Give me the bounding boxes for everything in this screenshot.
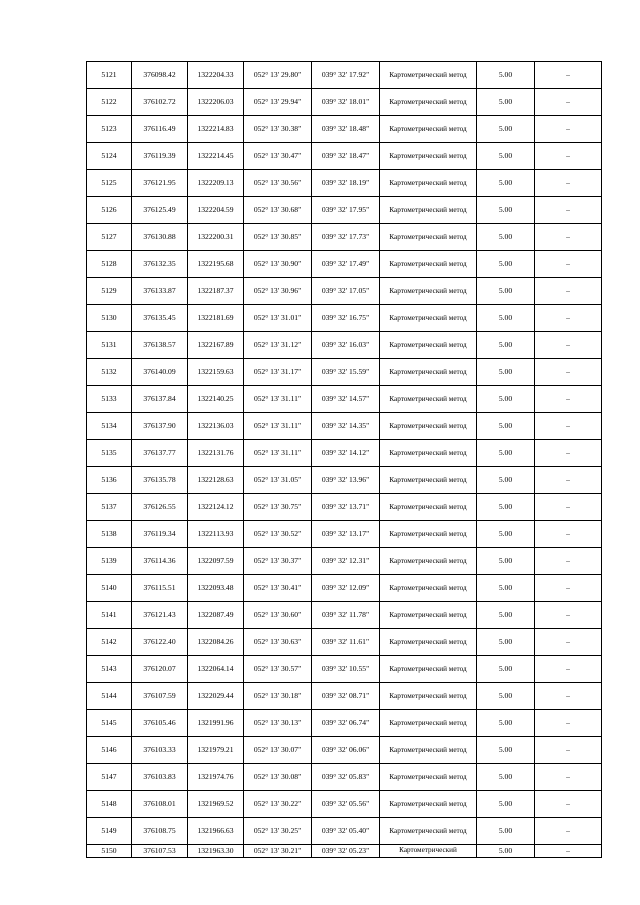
latitude-cell: 052° 13' 31.11" (244, 386, 312, 413)
x-coordinate-cell: 376133.87 (132, 278, 188, 305)
longitude-cell: 039° 32' 14.35" (312, 413, 380, 440)
note-cell: – (535, 305, 602, 332)
precision-cell: 5.00 (477, 656, 535, 683)
x-coordinate-cell: 376103.83 (132, 764, 188, 791)
latitude-cell: 052° 13' 30.57" (244, 656, 312, 683)
note-cell: – (535, 170, 602, 197)
y-coordinate-cell: 1321963.30 (188, 845, 244, 858)
latitude-cell: 052° 13' 30.25" (244, 818, 312, 845)
longitude-cell: 039° 32' 17.95" (312, 197, 380, 224)
x-coordinate-cell: 376107.59 (132, 683, 188, 710)
precision-cell: 5.00 (477, 683, 535, 710)
precision-cell: 5.00 (477, 818, 535, 845)
note-cell: – (535, 143, 602, 170)
table-row (87, 332, 602, 359)
longitude-cell: 039° 32' 11.61" (312, 629, 380, 656)
x-coordinate-cell: 376119.34 (132, 521, 188, 548)
note-cell: – (535, 548, 602, 575)
latitude-cell: 052° 13' 30.56" (244, 170, 312, 197)
point-number-cell: 5144 (87, 683, 132, 710)
point-number-cell: 5133 (87, 386, 132, 413)
precision-cell: 5.00 (477, 467, 535, 494)
table-row (87, 818, 602, 845)
y-coordinate-cell: 1322200.31 (188, 224, 244, 251)
table-row (87, 440, 602, 467)
precision-cell: 5.00 (477, 575, 535, 602)
x-coordinate-cell: 376120.07 (132, 656, 188, 683)
table-row (87, 170, 602, 197)
table-row (87, 737, 602, 764)
table-row (87, 764, 602, 791)
longitude-cell: 039° 32' 14.57" (312, 386, 380, 413)
precision-cell: 5.00 (477, 629, 535, 656)
note-cell: – (535, 602, 602, 629)
point-number-cell: 5137 (87, 494, 132, 521)
point-number-cell: 5141 (87, 602, 132, 629)
table-row (87, 386, 602, 413)
latitude-cell: 052° 13' 31.05" (244, 467, 312, 494)
method-cell: Картометрический метод (380, 278, 477, 305)
longitude-cell: 039° 32' 08.71" (312, 683, 380, 710)
x-coordinate-cell: 376107.53 (132, 845, 188, 858)
longitude-cell: 039° 32' 16.75" (312, 305, 380, 332)
x-coordinate-cell: 376108.01 (132, 791, 188, 818)
x-coordinate-cell: 376135.45 (132, 305, 188, 332)
point-number-cell: 5122 (87, 89, 132, 116)
precision-cell: 5.00 (477, 278, 535, 305)
y-coordinate-cell: 1322029.44 (188, 683, 244, 710)
method-cell: Картометрический метод (380, 737, 477, 764)
latitude-cell: 052° 13' 31.12" (244, 332, 312, 359)
method-cell: Картометрический метод (380, 305, 477, 332)
longitude-cell: 039° 32' 16.03" (312, 332, 380, 359)
x-coordinate-cell: 376116.49 (132, 116, 188, 143)
table-row (87, 629, 602, 656)
latitude-cell: 052° 13' 30.63" (244, 629, 312, 656)
longitude-cell: 039° 32' 15.59" (312, 359, 380, 386)
longitude-cell: 039° 32' 12.31" (312, 548, 380, 575)
y-coordinate-cell: 1322124.12 (188, 494, 244, 521)
latitude-cell: 052° 13' 30.22" (244, 791, 312, 818)
longitude-cell: 039° 32' 18.19" (312, 170, 380, 197)
table-row (87, 224, 602, 251)
y-coordinate-cell: 1322181.69 (188, 305, 244, 332)
x-coordinate-cell: 376114.36 (132, 548, 188, 575)
precision-cell: 5.00 (477, 548, 535, 575)
point-number-cell: 5123 (87, 116, 132, 143)
note-cell: – (535, 575, 602, 602)
y-coordinate-cell: 1322204.59 (188, 197, 244, 224)
longitude-cell: 039° 32' 13.17" (312, 521, 380, 548)
y-coordinate-cell: 1321974.76 (188, 764, 244, 791)
method-cell: Картометрический метод (380, 89, 477, 116)
note-cell: – (535, 737, 602, 764)
y-coordinate-cell: 1322113.93 (188, 521, 244, 548)
table-row (87, 278, 602, 305)
precision-cell: 5.00 (477, 602, 535, 629)
note-cell: – (535, 656, 602, 683)
y-coordinate-cell: 1322093.48 (188, 575, 244, 602)
x-coordinate-cell: 376138.57 (132, 332, 188, 359)
point-number-cell: 5142 (87, 629, 132, 656)
point-number-cell: 5131 (87, 332, 132, 359)
note-cell: – (535, 467, 602, 494)
method-cell: Картометрический метод (380, 170, 477, 197)
method-cell: Картометрический метод (380, 656, 477, 683)
y-coordinate-cell: 1322206.03 (188, 89, 244, 116)
longitude-cell: 039° 32' 05.56" (312, 791, 380, 818)
note-cell: – (535, 197, 602, 224)
longitude-cell: 039° 32' 18.01" (312, 89, 380, 116)
table-row (87, 602, 602, 629)
table-row (87, 521, 602, 548)
longitude-cell: 039° 32' 11.78" (312, 602, 380, 629)
latitude-cell: 052° 13' 30.13" (244, 710, 312, 737)
note-cell: – (535, 494, 602, 521)
precision-cell: 5.00 (477, 494, 535, 521)
y-coordinate-cell: 1322214.83 (188, 116, 244, 143)
table-row (87, 62, 602, 89)
note-cell: – (535, 278, 602, 305)
longitude-cell: 039° 32' 18.47" (312, 143, 380, 170)
table-row (87, 89, 602, 116)
longitude-cell: 039° 32' 17.73" (312, 224, 380, 251)
note-cell: – (535, 818, 602, 845)
longitude-cell: 039° 32' 05.40" (312, 818, 380, 845)
note-cell: – (535, 224, 602, 251)
y-coordinate-cell: 1321969.52 (188, 791, 244, 818)
note-cell: – (535, 386, 602, 413)
latitude-cell: 052° 13' 30.38" (244, 116, 312, 143)
longitude-cell: 039° 32' 13.96" (312, 467, 380, 494)
point-number-cell: 5140 (87, 575, 132, 602)
latitude-cell: 052° 13' 31.11" (244, 440, 312, 467)
precision-cell: 5.00 (477, 332, 535, 359)
method-cell: Картометрический метод (380, 548, 477, 575)
table-row (87, 656, 602, 683)
precision-cell: 5.00 (477, 845, 535, 858)
note-cell: – (535, 116, 602, 143)
latitude-cell: 052° 13' 30.90" (244, 251, 312, 278)
point-number-cell: 5136 (87, 467, 132, 494)
longitude-cell: 039° 32' 10.55" (312, 656, 380, 683)
y-coordinate-cell: 1322209.13 (188, 170, 244, 197)
latitude-cell: 052° 13' 30.60" (244, 602, 312, 629)
note-cell: – (535, 629, 602, 656)
x-coordinate-cell: 376119.39 (132, 143, 188, 170)
point-number-cell: 5121 (87, 62, 132, 89)
point-number-cell: 5127 (87, 224, 132, 251)
point-number-cell: 5145 (87, 710, 132, 737)
longitude-cell: 039° 32' 17.49" (312, 251, 380, 278)
x-coordinate-cell: 376125.49 (132, 197, 188, 224)
y-coordinate-cell: 1321979.21 (188, 737, 244, 764)
precision-cell: 5.00 (477, 359, 535, 386)
longitude-cell: 039° 32' 06.74" (312, 710, 380, 737)
y-coordinate-cell: 1322195.68 (188, 251, 244, 278)
latitude-cell: 052° 13' 30.52" (244, 521, 312, 548)
method-cell: Картометрический метод (380, 683, 477, 710)
y-coordinate-cell: 1322167.89 (188, 332, 244, 359)
method-cell: Картометрический метод (380, 386, 477, 413)
x-coordinate-cell: 376140.09 (132, 359, 188, 386)
method-cell: Картометрический метод (380, 575, 477, 602)
precision-cell: 5.00 (477, 116, 535, 143)
latitude-cell: 052° 13' 29.94" (244, 89, 312, 116)
precision-cell: 5.00 (477, 413, 535, 440)
table-row (87, 683, 602, 710)
x-coordinate-cell: 376126.55 (132, 494, 188, 521)
x-coordinate-cell: 376137.77 (132, 440, 188, 467)
note-cell: – (535, 683, 602, 710)
latitude-cell: 052° 13' 30.07" (244, 737, 312, 764)
table-row (87, 116, 602, 143)
note-cell: – (535, 332, 602, 359)
precision-cell: 5.00 (477, 764, 535, 791)
note-cell: – (535, 764, 602, 791)
point-number-cell: 5149 (87, 818, 132, 845)
table-row (87, 845, 602, 858)
y-coordinate-cell: 1322136.03 (188, 413, 244, 440)
x-coordinate-cell: 376105.46 (132, 710, 188, 737)
table-row (87, 305, 602, 332)
y-coordinate-cell: 1322097.59 (188, 548, 244, 575)
precision-cell: 5.00 (477, 224, 535, 251)
table-row (87, 710, 602, 737)
point-number-cell: 5143 (87, 656, 132, 683)
y-coordinate-cell: 1322140.25 (188, 386, 244, 413)
point-number-cell: 5139 (87, 548, 132, 575)
note-cell: – (535, 251, 602, 278)
x-coordinate-cell: 376108.75 (132, 818, 188, 845)
latitude-cell: 052° 13' 30.75" (244, 494, 312, 521)
method-cell: Картометрический метод (380, 332, 477, 359)
method-cell: Картометрический метод (380, 224, 477, 251)
precision-cell: 5.00 (477, 89, 535, 116)
y-coordinate-cell: 1321991.96 (188, 710, 244, 737)
method-cell: Картометрический метод (380, 764, 477, 791)
method-cell: Картометрический метод (380, 116, 477, 143)
precision-cell: 5.00 (477, 170, 535, 197)
longitude-cell: 039° 32' 14.12" (312, 440, 380, 467)
method-cell: Картометрический (380, 845, 477, 858)
precision-cell: 5.00 (477, 521, 535, 548)
precision-cell: 5.00 (477, 197, 535, 224)
point-number-cell: 5126 (87, 197, 132, 224)
x-coordinate-cell: 376137.90 (132, 413, 188, 440)
point-number-cell: 5146 (87, 737, 132, 764)
latitude-cell: 052° 13' 29.80" (244, 62, 312, 89)
latitude-cell: 052° 13' 30.68" (244, 197, 312, 224)
point-number-cell: 5150 (87, 845, 132, 858)
precision-cell: 5.00 (477, 737, 535, 764)
table-row (87, 359, 602, 386)
latitude-cell: 052° 13' 30.08" (244, 764, 312, 791)
longitude-cell: 039° 32' 13.71" (312, 494, 380, 521)
method-cell: Картометрический метод (380, 494, 477, 521)
longitude-cell: 039° 32' 05.23" (312, 845, 380, 858)
y-coordinate-cell: 1322159.63 (188, 359, 244, 386)
point-number-cell: 5128 (87, 251, 132, 278)
x-coordinate-cell: 376098.42 (132, 62, 188, 89)
x-coordinate-cell: 376102.72 (132, 89, 188, 116)
precision-cell: 5.00 (477, 710, 535, 737)
y-coordinate-cell: 1321966.63 (188, 818, 244, 845)
table-row (87, 143, 602, 170)
note-cell: – (535, 440, 602, 467)
latitude-cell: 052° 13' 30.47" (244, 143, 312, 170)
table-row (87, 548, 602, 575)
point-number-cell: 5147 (87, 764, 132, 791)
x-coordinate-cell: 376130.88 (132, 224, 188, 251)
y-coordinate-cell: 1322128.63 (188, 467, 244, 494)
latitude-cell: 052° 13' 30.21" (244, 845, 312, 858)
table-row (87, 251, 602, 278)
method-cell: Картометрический метод (380, 791, 477, 818)
precision-cell: 5.00 (477, 386, 535, 413)
method-cell: Картометрический метод (380, 629, 477, 656)
table-row (87, 197, 602, 224)
y-coordinate-cell: 1322087.49 (188, 602, 244, 629)
method-cell: Картометрический метод (380, 197, 477, 224)
x-coordinate-cell: 376135.78 (132, 467, 188, 494)
latitude-cell: 052° 13' 30.96" (244, 278, 312, 305)
latitude-cell: 052° 13' 31.17" (244, 359, 312, 386)
longitude-cell: 039° 32' 17.05" (312, 278, 380, 305)
point-number-cell: 5135 (87, 440, 132, 467)
latitude-cell: 052° 13' 30.41" (244, 575, 312, 602)
method-cell: Картометрический метод (380, 62, 477, 89)
note-cell: – (535, 845, 602, 858)
x-coordinate-cell: 376122.40 (132, 629, 188, 656)
latitude-cell: 052° 13' 30.18" (244, 683, 312, 710)
precision-cell: 5.00 (477, 251, 535, 278)
method-cell: Картометрический метод (380, 413, 477, 440)
method-cell: Картометрический метод (380, 710, 477, 737)
latitude-cell: 052° 13' 30.85" (244, 224, 312, 251)
x-coordinate-cell: 376103.33 (132, 737, 188, 764)
y-coordinate-cell: 1322131.76 (188, 440, 244, 467)
y-coordinate-cell: 1322064.14 (188, 656, 244, 683)
precision-cell: 5.00 (477, 62, 535, 89)
method-cell: Картометрический метод (380, 602, 477, 629)
method-cell: Картометрический метод (380, 251, 477, 278)
x-coordinate-cell: 376121.95 (132, 170, 188, 197)
method-cell: Картометрический метод (380, 143, 477, 170)
note-cell: – (535, 359, 602, 386)
note-cell: – (535, 791, 602, 818)
point-number-cell: 5132 (87, 359, 132, 386)
precision-cell: 5.00 (477, 440, 535, 467)
method-cell: Картометрический метод (380, 521, 477, 548)
point-number-cell: 5125 (87, 170, 132, 197)
x-coordinate-cell: 376115.51 (132, 575, 188, 602)
method-cell: Картометрический метод (380, 440, 477, 467)
longitude-cell: 039° 32' 12.09" (312, 575, 380, 602)
point-number-cell: 5138 (87, 521, 132, 548)
table-row (87, 494, 602, 521)
table-row (87, 575, 602, 602)
point-number-cell: 5130 (87, 305, 132, 332)
longitude-cell: 039° 32' 18.48" (312, 116, 380, 143)
precision-cell: 5.00 (477, 791, 535, 818)
y-coordinate-cell: 1322204.33 (188, 62, 244, 89)
table-row (87, 791, 602, 818)
latitude-cell: 052° 13' 30.37" (244, 548, 312, 575)
note-cell: – (535, 413, 602, 440)
coordinates-table-page (86, 61, 601, 856)
x-coordinate-cell: 376137.84 (132, 386, 188, 413)
point-number-cell: 5148 (87, 791, 132, 818)
x-coordinate-cell: 376121.43 (132, 602, 188, 629)
longitude-cell: 039° 32' 06.06" (312, 737, 380, 764)
y-coordinate-cell: 1322187.37 (188, 278, 244, 305)
latitude-cell: 052° 13' 31.11" (244, 413, 312, 440)
table-row (87, 413, 602, 440)
note-cell: – (535, 62, 602, 89)
table-row (87, 467, 602, 494)
precision-cell: 5.00 (477, 305, 535, 332)
point-number-cell: 5134 (87, 413, 132, 440)
method-cell: Картометрический метод (380, 467, 477, 494)
precision-cell: 5.00 (477, 143, 535, 170)
latitude-cell: 052° 13' 31.01" (244, 305, 312, 332)
note-cell: – (535, 521, 602, 548)
longitude-cell: 039° 32' 05.83" (312, 764, 380, 791)
coordinates-table (86, 61, 602, 858)
y-coordinate-cell: 1322084.26 (188, 629, 244, 656)
note-cell: – (535, 89, 602, 116)
method-cell: Картометрический метод (380, 818, 477, 845)
x-coordinate-cell: 376132.35 (132, 251, 188, 278)
point-number-cell: 5129 (87, 278, 132, 305)
point-number-cell: 5124 (87, 143, 132, 170)
longitude-cell: 039° 32' 17.92" (312, 62, 380, 89)
note-cell: – (535, 710, 602, 737)
y-coordinate-cell: 1322214.45 (188, 143, 244, 170)
method-cell: Картометрический метод (380, 359, 477, 386)
